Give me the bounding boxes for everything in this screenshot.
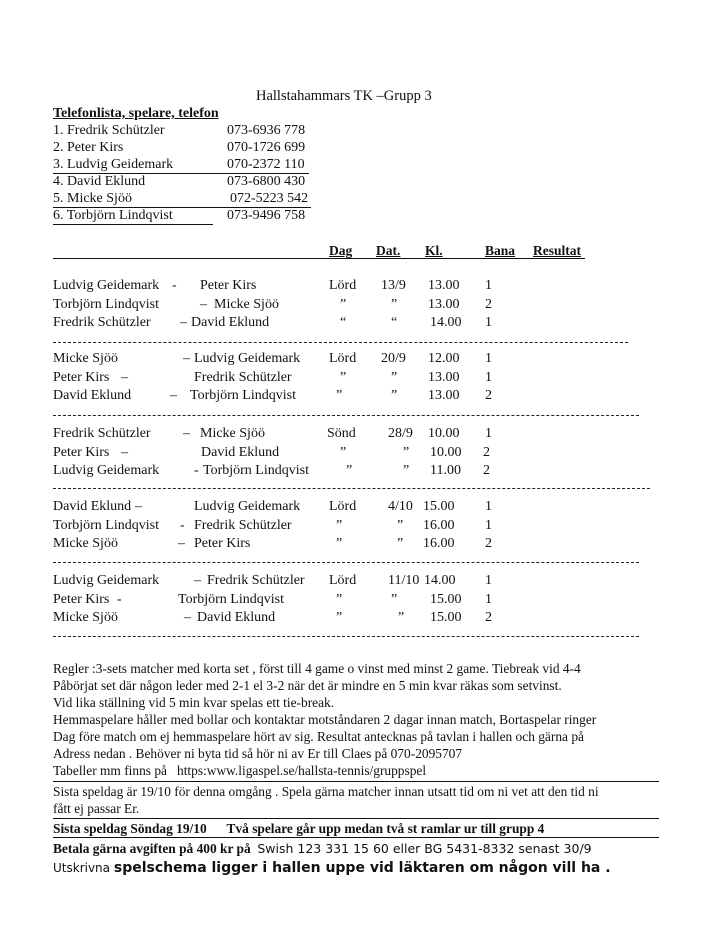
phone-list-row (53, 123, 305, 139)
match-court: 2 (483, 463, 490, 478)
fee-note (53, 840, 592, 857)
match-date: 13/9 (381, 278, 406, 293)
match-time: 13.00 (428, 388, 460, 403)
divider (53, 781, 659, 782)
match-time: 14.00 (424, 573, 456, 588)
match-away-player: Ludvig Geidemark (194, 351, 301, 366)
last-day-line: Sista speldag är 19/10 för denna omgång . Spela gärna matcher innan utsatt tid om ni vet att den tid ni (53, 784, 599, 799)
underline (53, 224, 213, 225)
match-date: “ (391, 315, 398, 330)
match-date: ” (397, 536, 404, 551)
match-court: 1 (485, 499, 492, 514)
match-time: 16.00 (423, 536, 455, 551)
match-separator: – (121, 445, 128, 460)
last-day-line: fått ej passar Er. (53, 801, 140, 816)
divider (53, 837, 659, 838)
match-court: 2 (485, 388, 492, 403)
match-time: 13.00 (428, 297, 460, 312)
rules-line: Adress nedan . Behöver ni byta tid så hör ni av Er till Claes på 070-2095707 (53, 746, 463, 761)
match-home-player: David Eklund (53, 388, 132, 403)
last-day-date: Sista speldag Söndag 19/10 (53, 821, 207, 836)
match-separator: – (180, 315, 187, 330)
player-name: 3. Ludvig Geidemark (53, 157, 174, 172)
match-away-player: Fredrik Schützler (194, 518, 292, 533)
col-header-time: Kl. (425, 243, 443, 258)
match-separator: – (200, 297, 207, 312)
player-name: 5. Micke Sjöö (53, 191, 132, 206)
rules-line: Hemmaspelare håller med bollar och kontaktar motståndaren 2 dagar innan match, Bortaspelar ringer (53, 712, 597, 727)
match-home-player: Micke Sjöö (53, 351, 118, 366)
match-day: ” (336, 610, 343, 625)
match-separator: – (178, 536, 185, 551)
player-phone: 073-9496 758 (227, 208, 306, 223)
match-court: 1 (485, 315, 492, 330)
header-rule (53, 258, 585, 259)
match-home-player: Torbjörn Lindqvist (53, 518, 159, 533)
match-court: 1 (485, 351, 492, 366)
match-separator: – (184, 610, 191, 625)
match-day: ” (340, 445, 347, 460)
match-day: Lörd (329, 278, 357, 293)
match-away-player: David Eklund (197, 610, 276, 625)
last-day-bold (53, 820, 544, 837)
col-header-day: Dag (329, 243, 353, 258)
match-date: 4/10 (388, 499, 413, 514)
match-time: 10.00 (428, 426, 460, 441)
phone-list-row (53, 174, 305, 190)
player-phone: 070-1726 699 (227, 140, 306, 155)
match-away-player: Ludvig Geidemark (194, 499, 301, 514)
match-home-player: Micke Sjöö (53, 610, 118, 625)
rules-line: Påbörjat set där någon leder med 2-1 el 3-2 när det är mindre en 5 min kvar räkas som setvinst. (53, 678, 562, 693)
round-separator (53, 636, 639, 637)
match-time: 14.00 (430, 315, 462, 330)
match-date: ” (391, 388, 398, 403)
promotion-note: Två spelare går upp medan två st ramlar ur till grupp 4 (226, 821, 545, 836)
printed-note (53, 860, 611, 876)
phone-list-row (53, 157, 305, 173)
match-home-player: Peter Kirs (53, 370, 110, 385)
match-time: 10.00 (430, 445, 462, 460)
match-time: 13.00 (428, 278, 460, 293)
match-time: 15.00 (430, 592, 462, 607)
match-day: Sönd (327, 426, 356, 441)
match-date: ” (397, 518, 404, 533)
match-time: 12.00 (428, 351, 460, 366)
phone-list-row (53, 191, 308, 207)
match-home-player: David Eklund (53, 499, 132, 514)
player-phone: 073-6936 778 (227, 123, 306, 138)
match-separator: – (183, 351, 190, 366)
match-day: ” (336, 536, 343, 551)
match-date: ” (403, 445, 410, 460)
match-away-player: Peter Kirs (200, 278, 257, 293)
phone-list-heading: Telefonlista, spelare, telefon (53, 106, 219, 121)
rules-line: Regler :3-sets matcher med korta set , först till 4 game o vinst med minst 2 game. Tiebreak vid 4-4 (53, 661, 581, 676)
match-date: ” (398, 610, 405, 625)
match-separator: - (172, 278, 177, 293)
match-home-player: Ludvig Geidemark (53, 573, 160, 588)
tables-link[interactable]: https:www.ligaspel.se/hallsta-tennis/gruppspel (177, 763, 427, 778)
player-name: 6. Torbjörn Lindqvist (53, 208, 173, 223)
match-away-player: Torbjörn Lindqvist (203, 463, 309, 478)
match-time: 16.00 (423, 518, 455, 533)
match-away-player: Peter Kirs (194, 536, 251, 551)
match-court: 1 (485, 592, 492, 607)
tables-line (53, 762, 596, 779)
match-date: 28/9 (388, 426, 413, 441)
match-separator: – (194, 573, 201, 588)
player-phone: 070-2372 110 (227, 157, 305, 172)
match-date: 11/10 (388, 573, 420, 588)
player-phone: 072-5223 542 (230, 191, 309, 206)
match-date: ” (403, 463, 410, 478)
col-header-date: Dat. (376, 243, 401, 258)
match-day: ” (346, 463, 353, 478)
player-name: 1. Fredrik Schützler (53, 123, 165, 138)
match-date: ” (391, 297, 398, 312)
page-title: Hallstahammars TK –Grupp 3 (256, 88, 432, 104)
match-separator: - (180, 518, 185, 533)
match-day: ” (336, 592, 343, 607)
match-home-player: Micke Sjöö (53, 536, 118, 551)
match-home-player: Ludvig Geidemark (53, 278, 160, 293)
match-day: Lörd (329, 351, 357, 366)
match-day: Lörd (329, 573, 357, 588)
match-away-player: David Eklund (191, 315, 270, 330)
match-day: “ (340, 315, 347, 330)
match-away-player: David Eklund (201, 445, 280, 460)
col-header-court: Bana (485, 243, 516, 258)
match-court: 2 (485, 610, 492, 625)
match-court: 1 (485, 278, 492, 293)
match-home-player: Peter Kirs (53, 445, 110, 460)
match-away-player: Fredrik Schützler (207, 573, 305, 588)
match-home-player: Fredrik Schützler (53, 426, 151, 441)
match-date: 20/9 (381, 351, 406, 366)
match-day: ” (340, 370, 347, 385)
match-court: 2 (483, 445, 490, 460)
match-time: 11.00 (430, 463, 461, 478)
match-court: 1 (485, 518, 492, 533)
fee-details: Swish 123 331 15 60 eller BG 5431-8332 senast 30/9 (257, 841, 592, 856)
rules-line: Dag före match om ej hemmaspelare hört av sig. Resultat antecknas på tavlan i hallen och gärna på (53, 729, 584, 744)
col-header-result: Resultat (533, 243, 581, 258)
tables-label: Tabeller mm finns på (53, 763, 167, 778)
match-court: 1 (485, 370, 492, 385)
phone-list-row (53, 208, 305, 224)
match-time: 15.00 (430, 610, 462, 625)
match-court: 2 (485, 536, 492, 551)
fee-label: Betala gärna avgiften på 400 kr på (53, 841, 251, 856)
match-away-player: Micke Sjöö (214, 297, 279, 312)
match-date: ” (391, 370, 398, 385)
match-court: 2 (485, 297, 492, 312)
player-name: 2. Peter Kirs (53, 140, 124, 155)
match-separator: - (194, 463, 199, 478)
match-away-player: Fredrik Schützler (194, 370, 292, 385)
match-separator: – (183, 426, 190, 441)
match-away-player: Torbjörn Lindqvist (190, 388, 296, 403)
match-day: Lörd (329, 499, 357, 514)
player-phone: 073-6800 430 (227, 174, 306, 189)
match-day: ” (336, 388, 343, 403)
match-away-player: Torbjörn Lindqvist (178, 592, 284, 607)
match-home-player: Ludvig Geidemark (53, 463, 160, 478)
last-day-note (53, 783, 599, 817)
player-name: 4. David Eklund (53, 174, 146, 189)
match-home-player: Torbjörn Lindqvist (53, 297, 159, 312)
round-separator (53, 562, 639, 563)
match-time: 13.00 (428, 370, 460, 385)
match-separator: – (135, 499, 142, 514)
match-separator: - (117, 592, 122, 607)
match-day: ” (340, 297, 347, 312)
match-time: 15.00 (423, 499, 455, 514)
round-separator (53, 415, 639, 416)
match-day: ” (336, 518, 343, 533)
match-separator: – (121, 370, 128, 385)
match-date: ” (391, 592, 398, 607)
match-home-player: Peter Kirs (53, 592, 110, 607)
printed-text: spelschema ligger i hallen uppe vid läktaren om någon vill ha . (113, 860, 611, 876)
match-home-player: Fredrik Schützler (53, 315, 151, 330)
printed-label: Utskrivna (53, 861, 111, 875)
divider (53, 818, 659, 819)
phone-list-row (53, 140, 305, 156)
match-court: 1 (485, 426, 492, 441)
rules-line: Vid lika ställning vid 5 min kvar spelas ett tie-break. (53, 695, 335, 710)
rules-text (53, 660, 596, 779)
match-away-player: Micke Sjöö (200, 426, 265, 441)
round-separator (53, 488, 650, 489)
match-separator: – (170, 388, 177, 403)
round-separator (53, 342, 628, 343)
match-court: 1 (485, 573, 492, 588)
